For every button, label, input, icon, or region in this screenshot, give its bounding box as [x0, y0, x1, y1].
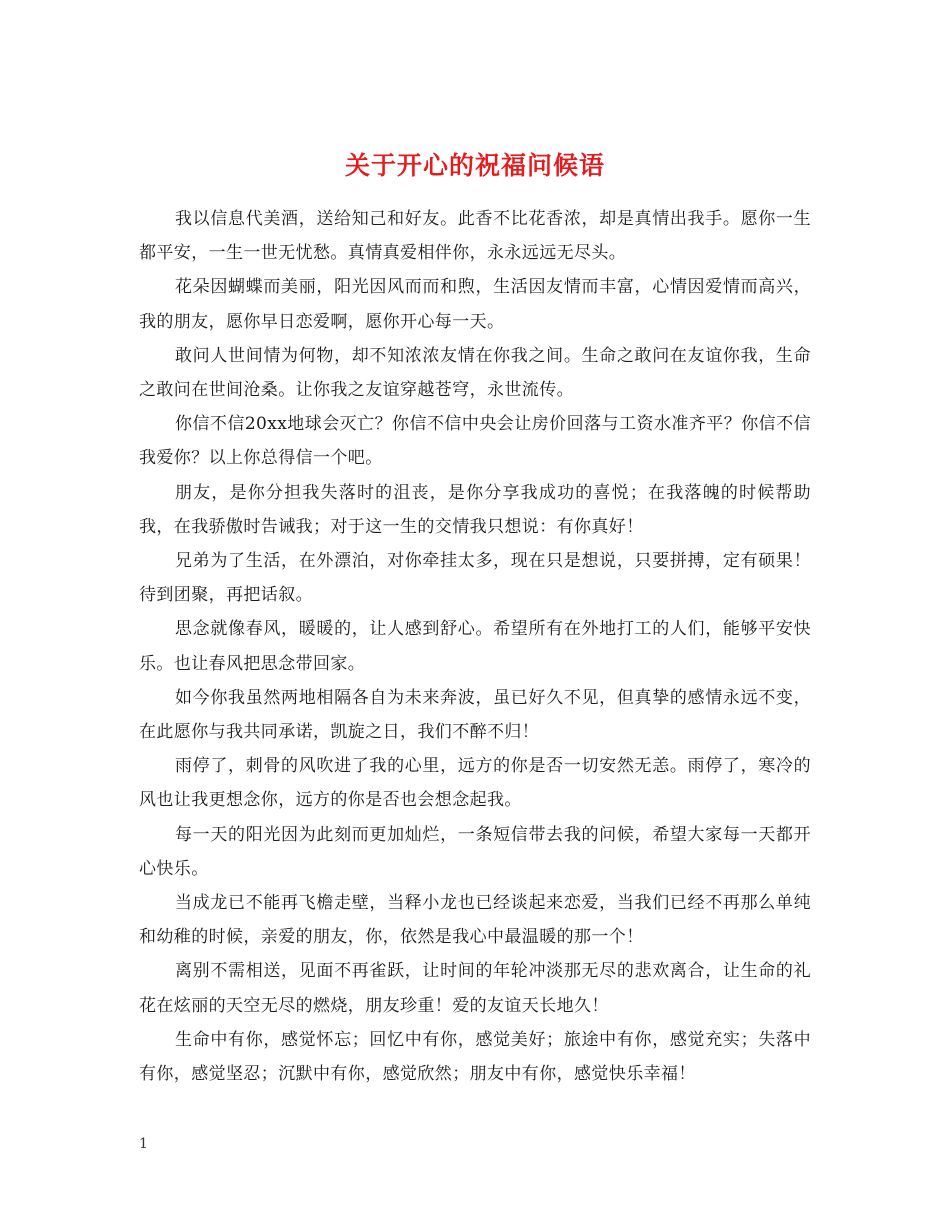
page-number: 1	[139, 1136, 148, 1152]
page-title: 关于开心的祝福问候语	[344, 150, 605, 180]
paragraph: 雨停了，刺骨的风吹进了我的心里，远方的你是否一切安然无恙。雨停了，寒冷的风也让我更想念你，远方的你是否也会想念起我。	[139, 756, 811, 811]
paragraph: 你信不信20xx地球会灭亡？你信不信中央会让房价回落与工资水准齐平？你信不信我爱你？以上你总得信一个吧。	[139, 414, 811, 469]
paragraph: 思念就像春风，暖暖的，让人感到舒心。希望所有在外地打工的人们，能够平安快乐。也让春风把思念带回家。	[139, 619, 811, 674]
paragraph: 离别不需相送，见面不再雀跃，让时间的年轮冲淡那无尽的悲欢离合，让生命的礼花在炫丽的天空无尽的燃烧，朋友珍重！爱的友谊天长地久！	[139, 961, 811, 1016]
paragraph: 我以信息代美酒，送给知己和好友。此香不比花香浓，却是真情出我手。愿你一生都平安，一生一世无忧愁。真情真爱相伴你，永永远远无尽头。	[139, 209, 811, 264]
paragraph: 生命中有你，感觉怀忘；回忆中有你，感觉美好；旅途中有你，感觉充实；失落中有你，感觉坚忍；沉默中有你，感觉欣然；朋友中有你，感觉快乐幸福！	[139, 1029, 811, 1085]
paragraph: 朋友，是你分担我失落时的沮丧，是你分享我成功的喜悦；在我落魄的时候帮助我，在我骄傲时告诫我；对于这一生的交情我只想说：有你真好！	[139, 482, 811, 537]
paragraph: 敢问人世间情为何物，却不知浓浓友情在你我之间。生命之敢问在友谊你我，生命之敢问在世间沧桑。让你我之友谊穿越苍穹，永世流传。	[139, 345, 811, 401]
paragraph: 当成龙已不能再飞檐走壁，当释小龙也已经谈起来恋爱，当我们已经不再那么单纯和幼稚的时候，亲爱的朋友，你，依然是我心中最温暖的那一个！	[139, 893, 811, 948]
paragraph: 兄弟为了生活，在外漂泊，对你牵挂太多，现在只是想说，只要拼搏，定有硕果！待到团聚，再把话叙。	[139, 551, 811, 606]
paragraph: 每一天的阳光因为此刻而更加灿烂，一条短信带去我的问候，希望大家每一天都开心快乐。	[139, 824, 811, 879]
paragraph: 花朵因蝴蝶而美丽，阳光因风而而和煦，生活因友情而丰富，心情因爱情而高兴，我的朋友，愿你早日恋爱啊，愿你开心每一天。	[139, 277, 811, 332]
document-body	[139, 202, 811, 1091]
paragraph: 如今你我虽然两地相隔各自为未来奔波，虽已好久不见，但真挚的感情永远不变，在此愿你与我共同承诺，凯旋之日，我们不醉不归！	[139, 687, 811, 743]
